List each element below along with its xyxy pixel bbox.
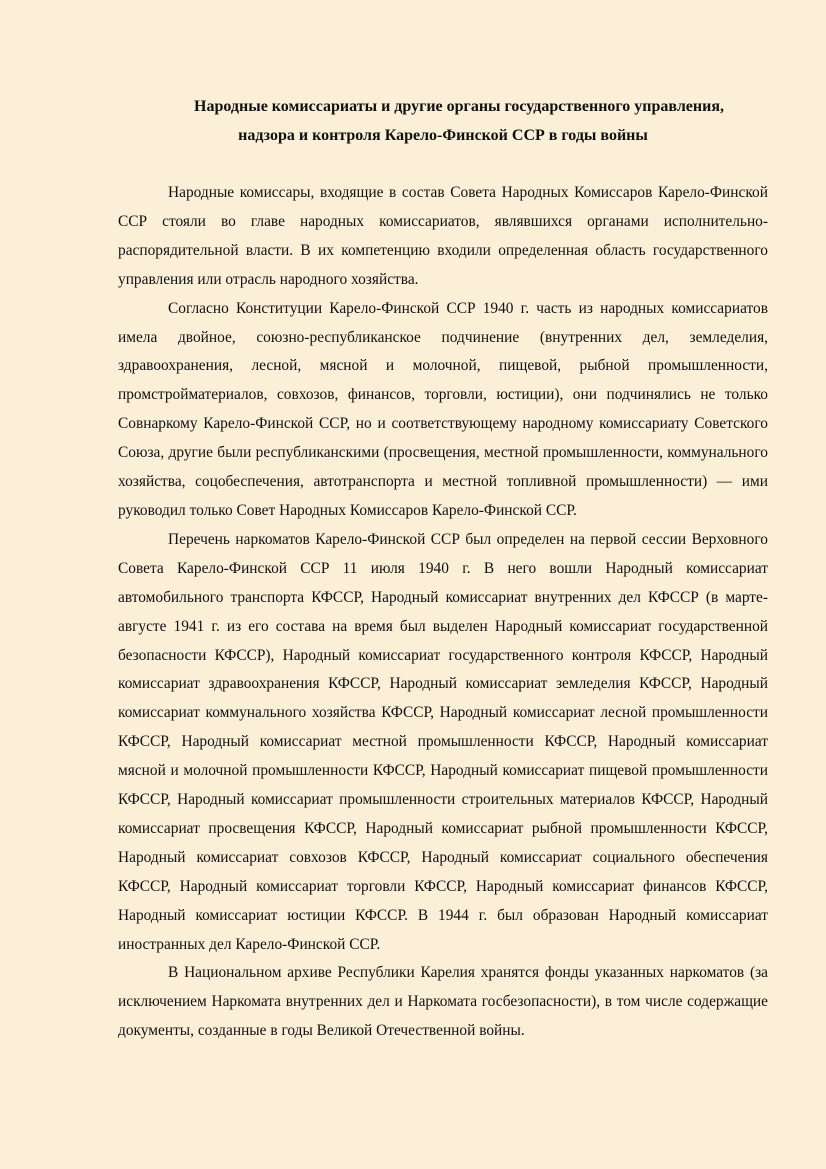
document-page [118,92,768,1046]
paragraph-4: В Национальном архиве Республики Карелия хранятся фонды указанных наркоматов (за исключением Наркомата внутренних дел и Наркомата госбезопасности), в том числе содержащие документы, созданные в годы Великой Отечественной войны. [118,964,768,1040]
paragraph-1: Народные комиссары, входящие в состав Совета Народных Комиссаров Карело-Финской ССР стояли во главе народных комиссариатов, являвшихся органами исполнительно-распорядительной власти. В их компетенцию входили определенная область государственного управления или отрасль народного хозяйства. [118,184,768,288]
paragraph-2: Согласно Конституции Карело-Финской ССР 1940 г. часть из народных комиссариатов имела двойное, союзно-республиканское подчинение (внутренних дел, земледелия, здравоохранения, лесной, мясной и молочной, пищевой, рыбной промышленности, промстройматериалов, совхозов, финансов, торговли, юстиции), они подчинялись не только Совнаркому Карело-Финской ССР, но и соответствующему народному комиссариату Советского Союза, другие были республиканскими (просвещения, местной промышленности, коммунального хозяйства, соцобеспечения, автотранспорта и местной топливной промышленности) — ими руководил только Совет Народных Комиссаров Карело-Финской ССР. [118,299,768,519]
title-line-2: надзора и контроля Карело-Финской ССР в годы войны [238,127,648,144]
title-line-1: Народные комиссариаты и другие органы государственного управления, [194,98,724,115]
document-title [118,92,768,150]
paragraph-3: Перечень наркоматов Карело-Финской ССР был определен на первой сессии Верховного Совета Карело-Финской ССР 11 июля 1940 г. В него вошли Народный комиссариат автомобильного транспорта КФССР, Народный комиссариат внутренних дел КФССР (в марте-августе 1941 г. из его состава на время был выделен Народный комиссариат государственной безопасности КФССР), Народный комиссариат государственного контроля КФССР, Народный комиссариат здравоохранения КФССР, Народный комиссариат земледелия КФССР, Народный комиссариат коммунального хозяйства КФССР, Народный комиссариат лесной промышленности КФССР, Народный комиссариат местной промышленности КФССР, Народный комиссариат мясной и молочной промышленности КФССР, Народный комиссариат пищевой промышленности КФССР, Народный комиссариат промышленности строительных материалов КФССР, Народный комиссариат просвещения КФССР, Народный комиссариат рыбной промышленности КФССР, Народный комиссариат совхозов КФССР, Народный комиссариат социального обеспечения КФССР, Народный комиссариат торговли КФССР, Народный комиссариат финансов КФССР, Народный комиссариат юстиции КФССР. В 1944 г. был образован Народный комиссариат иностранных дел Карело-Финской ССР. [118,530,768,953]
